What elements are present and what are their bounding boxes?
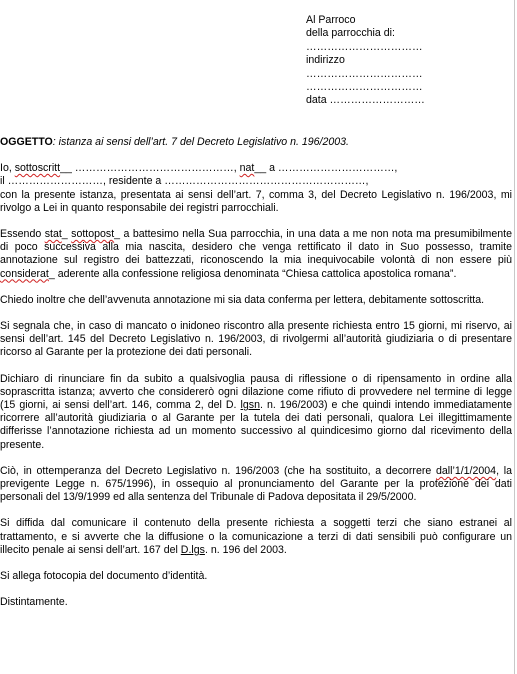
intro-nat: nat [239, 162, 255, 175]
page-edge [514, 0, 515, 674]
intro-paragraph [0, 162, 512, 215]
law-text-c: , la previgente Legge n. 675/1996), in ossequio al pronunciamento del Garante per la protezione dei dati personali del 13/9/1999 ed alla sentenza del Tribunale di Padova depositata il 29/5/2000. [0, 464, 512, 504]
law-text-a: Ciò, in ottemperanza del Decreto Legislativo n. 196/2003 (che ha sostituito, a decorrere [0, 464, 436, 477]
letter-body [0, 136, 512, 622]
intro-line-1 [0, 162, 512, 175]
subject-line [0, 136, 512, 149]
renounce-text-c: . n. 196/2003) e che quindi intendo immediatamente ricorrere all’autorità giudiziaria o al Garante per la tutela dei dati personali, qualora Lei illegittimamente differisse l’annotazione richiesta ad un momento successivo al quindicesimo giorno dal ricevimento della presente. [0, 399, 512, 451]
warning-paragraph: Si segnala che, in caso di mancato o inidoneo riscontro alla presente richiesta entro 15 giorni, mi riservo, ai sensi dell’art. 145 del Decreto Legislativo n. 196/2003, di rivolgermi all’autorità giudiziaria o di presentare ricorso al Garante per la protezione dei dati personali. [0, 320, 512, 359]
third-party-text-c: . n. 196 del 2003. [204, 543, 287, 556]
baptism-text-a: Essendo [0, 228, 45, 241]
confirmation-paragraph: Chiedo inoltre che dell’avvenuta annotazione mi sia data conferma per lettera, debitamente sottoscritta. [0, 293, 485, 306]
baptism-paragraph [0, 228, 512, 281]
recipient-parish-label: della parrocchia di: [306, 27, 395, 40]
recipient-address-label: indirizzo [306, 54, 345, 67]
intro-line-2: il ………………………, residente a …………………………………………………, [0, 175, 369, 188]
baptism-text-g: _ aderente alla confessione religiosa denominata “Chiesa cattolica apostolica romana”. [48, 267, 457, 280]
law-date: dall’1/1/2004 [435, 464, 497, 477]
subject-text: : istanza ai sensi dell’art. 7 del Decreto Legislativo n. 196/2003. [52, 136, 349, 148]
intro-io: Io, [0, 162, 15, 175]
recipient-address-blank-1: …………………………… [306, 67, 423, 80]
intro-name-blank: __ ………………………………………, [60, 162, 240, 175]
recipient-date-line: data ……………………… [306, 94, 425, 107]
baptism-text-e: _ a battesimo nella Sua parrocchia, in una data a me non nota ma presumibilmente di poco successiva alla mia nascita, desidero che venga rettificato il dato in Suo possesso, tramite annotazione sul registro dei battezzati, riconoscendo la mia inequivocabile volontà di non essere più [0, 228, 512, 267]
renounce-text-a: Dichiaro di rinunciare fin da subito a qualsivoglia pausa di riflessione o di ripensamento in ordine alla soprascritta istanza; avverto che considererò ogni dilazione come rifiuto di provvedere nel termine di legge (15 giorni, ai sensi dell’art. 146, comma 2, del D. [0, 372, 512, 412]
recipient-block [306, 14, 506, 108]
third-party-text-a: Si diffida dal comunicare il contenuto della presente richiesta a soggetti terzi che siano estranei al trattamento, e si avverte che la diffusione o la comunicazione a terzi di dati sensibili può configurare un illecito penale ai sensi dell’art. 167 del [0, 517, 512, 556]
third-party-paragraph [0, 517, 512, 557]
law-paragraph [0, 465, 512, 505]
renounce-lgsn: lgsn [240, 399, 260, 412]
baptism-text-c: _ [61, 228, 72, 241]
recipient-parish-blank: …………………………… [306, 40, 423, 53]
subject-label: OGGETTO [0, 136, 53, 148]
baptism-sottopost: sottopost [71, 228, 115, 241]
intro-birthplace-blank: __ a ……………………………, [254, 162, 398, 175]
recipient-title: Al Parroco [306, 14, 356, 26]
baptism-stat: stat [44, 228, 62, 241]
baptism-considerat: considerat [0, 267, 49, 280]
closing-line: Distintamente. [0, 596, 68, 609]
renounce-paragraph [0, 373, 512, 452]
attachment-paragraph: Si allega fotocopia del documento d’identità. [0, 570, 208, 583]
intro-sottoscritt: sottoscritt [14, 162, 61, 175]
recipient-address-blank-2: …………………………… [306, 80, 423, 93]
intro-rest: con la presente istanza, presentata ai sensi dell’art. 7, comma 3, del Decreto Legislativo n. 196/2003, mi rivolgo a Lei in quanto responsabile dei registri parrocchiali. [0, 188, 512, 214]
third-party-dlgs: D.lgs [180, 543, 205, 556]
